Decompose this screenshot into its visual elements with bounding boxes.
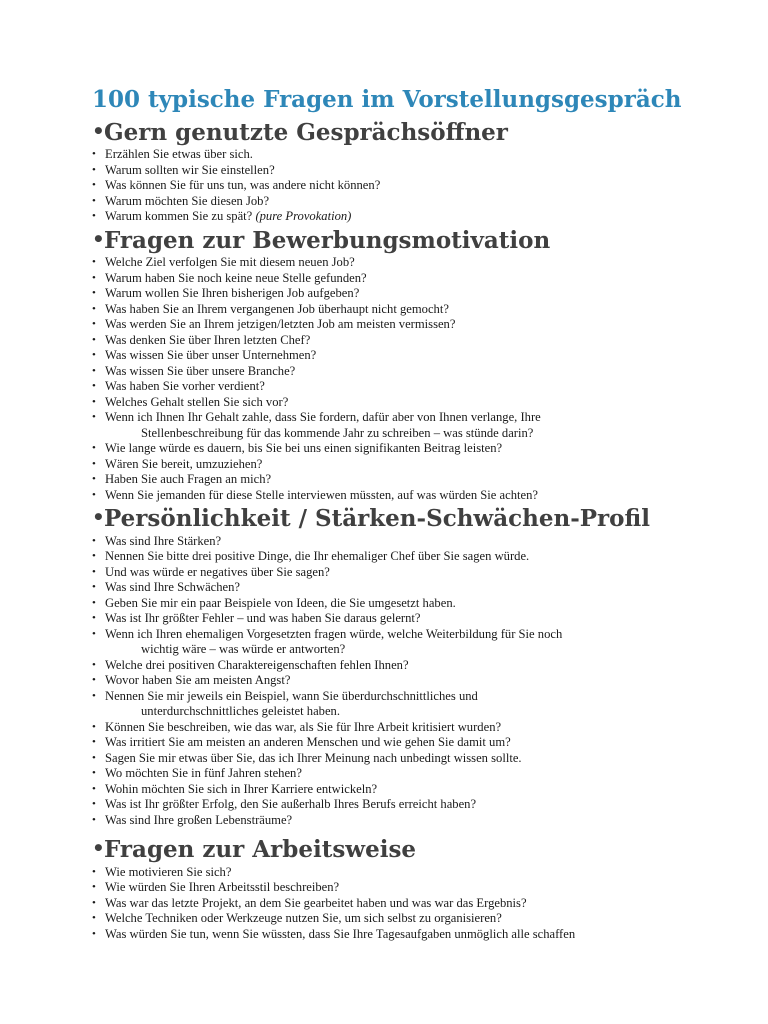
bullet-icon: • xyxy=(92,210,96,223)
bullet-icon: • xyxy=(92,148,96,161)
question-text: Wo möchten Sie in fünf Jahren stehen? xyxy=(105,766,302,781)
question-text: Was denken Sie über Ihren letzten Chef? xyxy=(105,332,311,347)
bullet-icon: • xyxy=(92,302,96,315)
question-list xyxy=(92,865,742,943)
question-list xyxy=(92,534,742,829)
question-text: Können Sie beschreiben, wie das war, als Sie für Ihre Arbeit kritisiert wurden? xyxy=(105,719,502,734)
question-text: Nennen Sie bitte drei positive Dinge, die Ihr ehemaliger Chef über Sie sagen würde. xyxy=(105,549,530,564)
list-item xyxy=(92,797,742,813)
section-gespraechsoeffner xyxy=(92,119,742,225)
bullet-icon: • xyxy=(92,179,96,192)
list-item xyxy=(92,751,742,767)
bullet-icon: • xyxy=(92,256,96,269)
question-text: Was sind Ihre Stärken? xyxy=(105,533,222,548)
question-list xyxy=(92,147,742,225)
section-arbeitsweise xyxy=(92,836,742,942)
question-continuation: Stellenbeschreibung für das kommende Jahr zu schreiben – was stünde darin? xyxy=(141,425,534,440)
section-persoenlichkeit xyxy=(92,505,742,828)
question-text: Warum möchten Sie diesen Job? xyxy=(105,193,270,208)
question-text: Erzählen Sie etwas über sich. xyxy=(105,147,253,162)
question-text: Wohin möchten Sie sich in Ihrer Karriere entwickeln? xyxy=(105,781,378,796)
question-text: Warum kommen Sie zu spät? xyxy=(105,209,253,224)
question-text: Welche Ziel verfolgen Sie mit diesem neuen Job? xyxy=(105,255,355,270)
list-item xyxy=(92,333,742,349)
section-heading-text: Persönlichkeit / Stärken-Schwächen-Profil xyxy=(104,505,650,533)
bullet-icon: • xyxy=(92,767,96,780)
list-item xyxy=(92,302,742,318)
section-heading xyxy=(92,227,742,256)
section-heading-text: Fragen zur Bewerbungsmotivation xyxy=(104,226,551,254)
bullet-icon: • xyxy=(92,751,96,764)
section-bewerbungsmotivation xyxy=(92,227,742,504)
list-item xyxy=(92,627,742,658)
question-text: Warum sollten wir Sie einstellen? xyxy=(105,162,275,177)
list-item xyxy=(92,488,742,504)
bullet-icon: • xyxy=(92,411,96,424)
question-text: Wenn ich Ihren ehemaligen Vorgesetzten fragen würde, welche Weiterbildung für Sie noch xyxy=(105,626,563,641)
list-item xyxy=(92,720,742,736)
list-item xyxy=(92,565,742,581)
question-text: Was werden Sie an Ihrem jetzigen/letzten Job am meisten vermissen? xyxy=(105,317,456,332)
list-item xyxy=(92,658,742,674)
bullet-icon: • xyxy=(92,612,96,625)
question-text: Wenn ich Ihnen Ihr Gehalt zahle, dass Sie fordern, dafür aber von Ihnen verlange, Ihre xyxy=(105,410,541,425)
list-item xyxy=(92,271,742,287)
bullet-icon: • xyxy=(92,550,96,563)
question-text: Und was würde er negatives über Sie sagen? xyxy=(105,564,330,579)
list-item xyxy=(92,255,742,271)
list-item xyxy=(92,410,742,441)
bullet-icon: • xyxy=(92,798,96,811)
bullet-icon: • xyxy=(92,596,96,609)
bullet-icon: • xyxy=(92,565,96,578)
document-title: 100 typische Fragen im Vorstellungsgespräch xyxy=(92,86,682,113)
question-text: Was wissen Sie über unsere Branche? xyxy=(105,363,296,378)
question-text: Welche drei positiven Charaktereigenschaften fehlen Ihnen? xyxy=(105,657,409,672)
list-item xyxy=(92,317,742,333)
bullet-icon: • xyxy=(92,118,105,143)
bullet-icon: • xyxy=(92,163,96,176)
list-item xyxy=(92,580,742,596)
question-text: Welche Techniken oder Werkzeuge nutzen Sie, um sich selbst zu organisieren? xyxy=(105,911,502,926)
list-item xyxy=(92,549,742,565)
document-page xyxy=(92,86,742,942)
list-item xyxy=(92,457,742,473)
list-item xyxy=(92,596,742,612)
list-item xyxy=(92,673,742,689)
question-text: Geben Sie mir ein paar Beispiele von Ideen, die Sie umgesetzt haben. xyxy=(105,595,456,610)
question-text: Was irritiert Sie am meisten an anderen Menschen und wie gehen Sie damit um? xyxy=(105,735,511,750)
bullet-icon: • xyxy=(92,865,96,878)
bullet-icon: • xyxy=(92,674,96,687)
bullet-icon: • xyxy=(92,782,96,795)
question-text: Haben Sie auch Fragen an mich? xyxy=(105,472,272,487)
section-heading xyxy=(92,505,742,534)
question-text: Was sind Ihre großen Lebensträume? xyxy=(105,812,293,827)
list-item xyxy=(92,348,742,364)
section-heading-text: Gern genutzte Gesprächsöffner xyxy=(104,118,508,146)
bullet-icon: • xyxy=(92,473,96,486)
question-text: Was haben Sie vorher verdient? xyxy=(105,379,265,394)
question-text: Wären Sie bereit, umzuziehen? xyxy=(105,456,263,471)
question-text: Wie würden Sie Ihren Arbeitsstil beschreiben? xyxy=(105,880,340,895)
list-item xyxy=(92,611,742,627)
question-text: Wenn Sie jemanden für diese Stelle interviewen müssten, auf was würden Sie achten? xyxy=(105,487,538,502)
bullet-icon: • xyxy=(92,881,96,894)
list-item xyxy=(92,896,742,912)
section-heading-text: Fragen zur Arbeitsweise xyxy=(104,836,417,864)
list-item xyxy=(92,927,742,943)
question-text: Was war das letzte Projekt, an dem Sie gearbeitet haben und was war das Ergebnis? xyxy=(105,895,527,910)
question-text: Was können Sie für uns tun, was andere nicht können? xyxy=(105,178,381,193)
bullet-icon: • xyxy=(92,658,96,671)
question-note: (pure Provokation) xyxy=(255,209,352,224)
list-item xyxy=(92,286,742,302)
bullet-icon: • xyxy=(92,333,96,346)
question-text: Welches Gehalt stellen Sie sich vor? xyxy=(105,394,289,409)
list-item xyxy=(92,178,742,194)
bullet-icon: • xyxy=(92,689,96,702)
bullet-icon: • xyxy=(92,457,96,470)
list-item xyxy=(92,147,742,163)
question-text: Was sind Ihre Schwächen? xyxy=(105,580,241,595)
bullet-icon: • xyxy=(92,226,105,251)
question-text: Was ist Ihr größter Erfolg, den Sie außerhalb Ihres Berufs erreicht haben? xyxy=(105,797,477,812)
bullet-icon: • xyxy=(92,736,96,749)
question-text: Warum wollen Sie Ihren bisherigen Job aufgeben? xyxy=(105,286,360,301)
section-heading xyxy=(92,836,742,865)
bullet-icon: • xyxy=(92,836,105,861)
bullet-icon: • xyxy=(92,271,96,284)
list-item xyxy=(92,379,742,395)
question-text: Wie motivieren Sie sich? xyxy=(105,864,232,879)
question-text: Wovor haben Sie am meisten Angst? xyxy=(105,673,291,688)
bullet-icon: • xyxy=(92,720,96,733)
list-item xyxy=(92,395,742,411)
bullet-icon: • xyxy=(92,318,96,331)
question-text: Was würden Sie tun, wenn Sie wüssten, dass Sie Ihre Tagesaufgaben unmöglich alle schaffen xyxy=(105,926,576,941)
bullet-icon: • xyxy=(92,364,96,377)
list-item xyxy=(92,865,742,881)
list-item xyxy=(92,163,742,179)
bullet-icon: • xyxy=(92,927,96,940)
list-item xyxy=(92,472,742,488)
question-text: Warum haben Sie noch keine neue Stelle gefunden? xyxy=(105,270,367,285)
question-continuation: unterdurchschnittliches geleistet haben. xyxy=(141,704,340,719)
list-item xyxy=(92,209,742,225)
bullet-icon: • xyxy=(92,813,96,826)
question-text: Was ist Ihr größter Fehler – und was haben Sie daraus gelernt? xyxy=(105,611,421,626)
list-item xyxy=(92,766,742,782)
list-item xyxy=(92,194,742,210)
question-text: Wie lange würde es dauern, bis Sie bei uns einen signifikanten Beitrag leisten? xyxy=(105,441,503,456)
sections-container xyxy=(92,119,742,943)
bullet-icon: • xyxy=(92,581,96,594)
list-item xyxy=(92,782,742,798)
list-item xyxy=(92,364,742,380)
bullet-icon: • xyxy=(92,349,96,362)
bullet-icon: • xyxy=(92,194,96,207)
list-item xyxy=(92,880,742,896)
list-item xyxy=(92,735,742,751)
bullet-icon: • xyxy=(92,442,96,455)
bullet-icon: • xyxy=(92,505,105,530)
question-text: Nennen Sie mir jeweils ein Beispiel, wann Sie überdurchschnittliches und xyxy=(105,688,478,703)
bullet-icon: • xyxy=(92,488,96,501)
question-continuation: wichtig wäre – was würde er antworten? xyxy=(141,642,346,657)
bullet-icon: • xyxy=(92,896,96,909)
list-item xyxy=(92,813,742,829)
bullet-icon: • xyxy=(92,380,96,393)
bullet-icon: • xyxy=(92,395,96,408)
bullet-icon: • xyxy=(92,627,96,640)
list-item xyxy=(92,911,742,927)
section-heading xyxy=(92,119,742,148)
question-text: Was wissen Sie über unser Unternehmen? xyxy=(105,348,317,363)
question-text: Was haben Sie an Ihrem vergangenen Job überhaupt nicht gemocht? xyxy=(105,301,449,316)
list-item xyxy=(92,534,742,550)
question-list xyxy=(92,255,742,503)
bullet-icon: • xyxy=(92,534,96,547)
question-text: Sagen Sie mir etwas über Sie, das ich Ihrer Meinung nach unbedingt wissen sollte. xyxy=(105,750,522,765)
list-item xyxy=(92,689,742,720)
list-item xyxy=(92,441,742,457)
bullet-icon: • xyxy=(92,912,96,925)
bullet-icon: • xyxy=(92,287,96,300)
